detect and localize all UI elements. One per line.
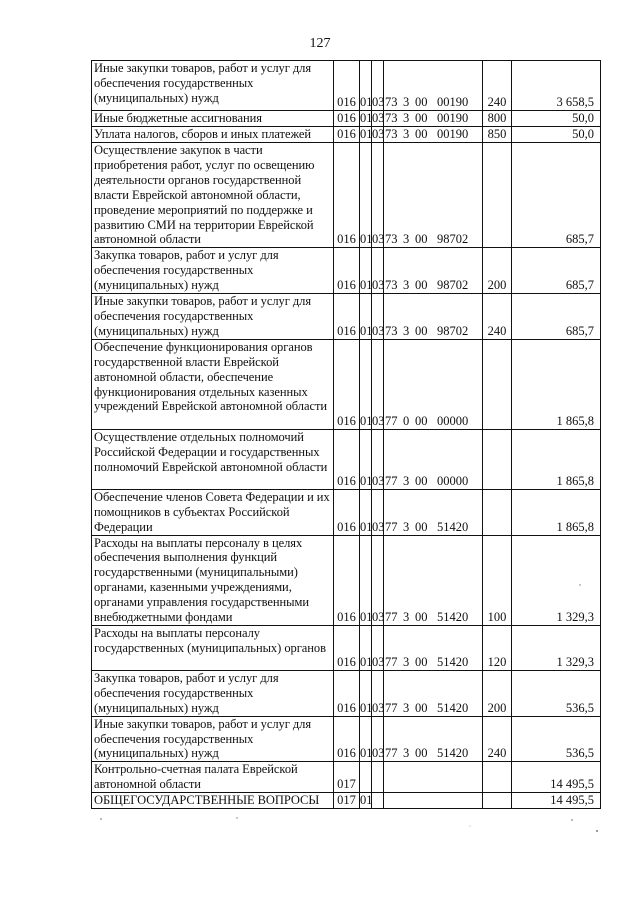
target-code-part: 3: [403, 323, 410, 338]
section-code: 01: [360, 61, 372, 111]
target-code-part: 98702: [437, 278, 469, 293]
section-code: 01: [360, 670, 372, 716]
target-code-part: 00000: [437, 413, 469, 428]
row-description: Расходы на выплаты персоналу в целях обеспечения выполнения функций государственными (муниципальными) органами, казенными учреждениями, органами управления государственными внебюджетными фондами: [92, 535, 334, 625]
section-code: 01: [360, 793, 373, 808]
row-description: Иные закупки товаров, работ и услуг для обеспечения государственных (муниципальных) нужд: [92, 716, 334, 762]
target-code-part: 3: [403, 655, 410, 670]
section-code: 01: [360, 716, 372, 762]
target-code-part: 3: [403, 610, 410, 625]
target-code-part: 73: [385, 127, 398, 142]
ministry-code: 016: [334, 670, 360, 716]
subsection-code: 03: [372, 535, 384, 625]
target-code-part: 3: [403, 519, 410, 534]
amount-value: 536,5: [512, 670, 601, 716]
target-code-part: 00: [415, 413, 428, 428]
ministry-code: 017: [334, 762, 360, 793]
amount-value: 685,7: [512, 143, 601, 248]
row-description: Контрольно-счетная палата Еврейской автономной области: [92, 762, 334, 793]
subsection-code: 03: [372, 111, 385, 126]
target-code-part: 0: [403, 413, 410, 428]
subsection-code: 03: [372, 143, 384, 248]
target-code-part: 3: [403, 473, 410, 488]
row-description: Закупка товаров, работ и услуг для обеспечения государственных (муниципальных) нужд: [92, 670, 334, 716]
amount-value: 685,7: [512, 294, 601, 340]
row-description: Иные бюджетные ассигнования: [92, 111, 334, 127]
target-code-part: 3: [403, 111, 410, 126]
section-code: 01: [360, 248, 372, 294]
subsection-code: 03: [372, 339, 384, 429]
target-code-part: 51420: [437, 700, 469, 715]
section-code: 01: [360, 127, 373, 142]
ministry-code: 016: [334, 489, 360, 535]
subsection-code: 03: [372, 127, 385, 142]
subsection-code: 03: [372, 716, 384, 762]
target-code-part: 00: [415, 95, 428, 110]
target-code-part: 77: [385, 473, 398, 488]
target-code-part: 98702: [437, 232, 469, 247]
ministry-code: 016: [334, 111, 360, 127]
target-code-part: 3: [403, 746, 410, 761]
page-number: 127: [309, 36, 331, 51]
subsection-code: 03: [372, 489, 384, 535]
expense-type-code: 800: [483, 111, 512, 127]
target-code-part: 3: [403, 127, 410, 142]
ministry-code: 016: [334, 294, 360, 340]
target-code-part: 00000: [437, 473, 469, 488]
target-code-part: 73: [385, 95, 398, 110]
expense-type-code: 100: [483, 535, 512, 625]
subsection-code: 03: [372, 294, 384, 340]
expense-type-code: 200: [483, 248, 512, 294]
target-code-part: 00190: [437, 95, 469, 110]
row-description: Иные закупки товаров, работ и услуг для обеспечения государственных (муниципальных) нужд: [92, 294, 334, 340]
target-code-part: 3: [403, 278, 410, 293]
amount-value: 1 329,3: [512, 625, 601, 670]
amount-value: 1 865,8: [512, 489, 601, 535]
subsection-code: 03: [372, 248, 384, 294]
ministry-code: 016: [334, 143, 360, 248]
section-code: 01: [360, 339, 372, 429]
expense-type-code: 240: [483, 294, 512, 340]
target-code-part: 77: [385, 700, 398, 715]
target-code-part: 00190: [437, 111, 469, 126]
target-code-part: 73: [385, 232, 398, 247]
target-code-part: 51420: [437, 610, 469, 625]
target-code-part: 00: [415, 655, 428, 670]
target-code-part: 00: [415, 746, 428, 761]
target-code-part: 3: [403, 232, 410, 247]
target-code-part: 73: [385, 111, 398, 126]
subsection-code: 03: [372, 670, 384, 716]
expense-type-code: 200: [483, 670, 512, 716]
subsection-code: 03: [372, 429, 384, 489]
target-code-part: 00: [415, 111, 428, 126]
target-code-part: 77: [385, 519, 398, 534]
subsection-code: 03: [372, 61, 384, 111]
expense-type-code: 850: [483, 127, 512, 143]
ministry-code: 017: [334, 793, 360, 809]
row-description: Обеспечение функционирования органов государственной власти Еврейской автономной области, обеспечение функционирования отдельных казенных учреждений Еврейской автономной области: [92, 339, 334, 429]
row-description: Иные закупки товаров, работ и услуг для обеспечения государственных (муниципальных) нужд: [92, 61, 334, 111]
target-code-part: 51420: [437, 519, 469, 534]
row-description: Осуществление закупок в части приобретения работ, услуг по освещению деятельности органов государственной власти Еврейской автономной области, проведение мероприятий по поддержке и развитию СМИ на территории Еврейской автономной области: [92, 143, 334, 248]
target-code-part: 00: [415, 610, 428, 625]
section-code: 01: [360, 143, 372, 248]
row-description: Закупка товаров, работ и услуг для обеспечения государственных (муниципальных) нужд: [92, 248, 334, 294]
target-code-part: 51420: [437, 746, 469, 761]
target-code-part: 77: [385, 746, 398, 761]
target-code-part: 51420: [437, 655, 469, 670]
target-code-part: 00: [415, 323, 428, 338]
ministry-code: 016: [334, 248, 360, 294]
target-code-part: 00190: [437, 127, 469, 142]
ministry-code: 016: [334, 716, 360, 762]
row-description: Обеспечение членов Совета Федерации и их помощников в субъектах Российской Федерации: [92, 489, 334, 535]
section-code: 01: [360, 429, 372, 489]
target-code-part: 98702: [437, 323, 469, 338]
amount-value: 1 865,8: [512, 339, 601, 429]
section-code: 01: [360, 625, 372, 670]
amount-value: 50,0: [512, 111, 601, 127]
amount-value: 685,7: [512, 248, 601, 294]
target-code-part: 73: [385, 323, 398, 338]
target-code-part: 77: [385, 610, 398, 625]
amount-value: 50,0: [512, 127, 601, 143]
expense-type-code: 240: [483, 716, 512, 762]
ministry-code: 016: [334, 61, 360, 111]
target-code-part: 00: [415, 519, 428, 534]
ministry-code: 016: [334, 535, 360, 625]
target-code-part: 00: [415, 232, 428, 247]
expense-type-code: 120: [483, 625, 512, 670]
amount-value: 1 865,8: [512, 429, 601, 489]
amount-value: 14 495,5: [512, 762, 601, 793]
target-code-part: 00: [415, 473, 428, 488]
target-code-part: 3: [403, 95, 410, 110]
target-code-part: 00: [415, 700, 428, 715]
target-code-part: 77: [385, 413, 398, 428]
target-code-part: 3: [403, 700, 410, 715]
amount-value: 1 329,3: [512, 535, 601, 625]
section-code: 01: [360, 535, 372, 625]
target-code-part: 73: [385, 278, 398, 293]
ministry-code: 016: [334, 429, 360, 489]
target-code-part: 00: [415, 278, 428, 293]
section-code: 01: [360, 489, 372, 535]
subsection-code: 03: [372, 625, 384, 670]
section-code: 01: [360, 111, 373, 126]
row-description: Осуществление отдельных полномочий Российской Федерации и государственных полномочий Еврейской автономной области: [92, 429, 334, 489]
ministry-code: 016: [334, 127, 360, 143]
section-code: 01: [360, 294, 372, 340]
target-code-part: 77: [385, 655, 398, 670]
amount-value: 536,5: [512, 716, 601, 762]
row-description: Расходы на выплаты персоналу государственных (муниципальных) органов: [92, 625, 334, 670]
row-description: Уплата налогов, сборов и иных платежей: [92, 127, 334, 143]
target-code-part: 00: [415, 127, 428, 142]
amount-value: 14 495,5: [512, 793, 601, 809]
ministry-code: 016: [334, 625, 360, 670]
ministry-code: 016: [334, 339, 360, 429]
amount-value: 3 658,5: [512, 61, 601, 111]
expense-type-code: 240: [483, 61, 512, 111]
row-description: ОБЩЕГОСУДАРСТВЕННЫЕ ВОПРОСЫ: [92, 793, 334, 809]
